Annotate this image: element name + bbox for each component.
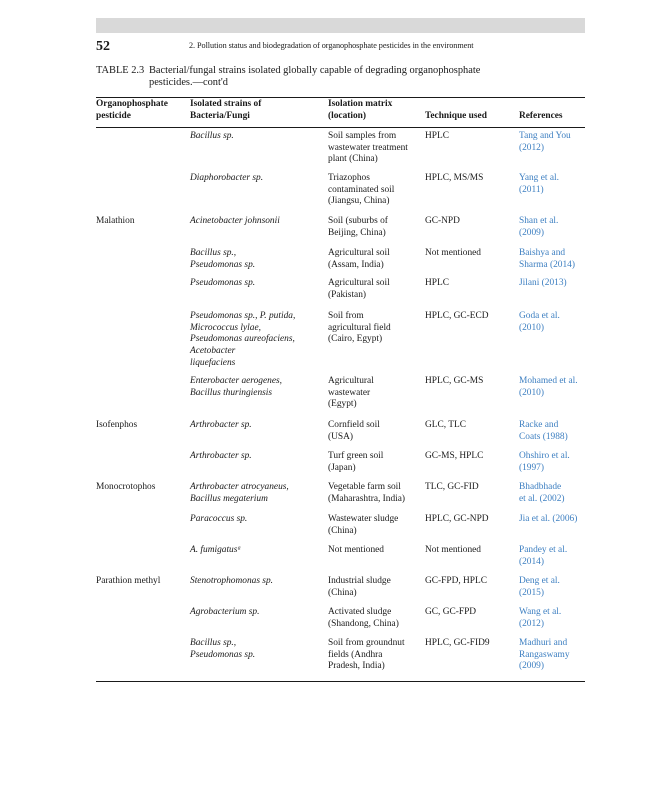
matrix-cell — [328, 131, 424, 166]
strains-cell — [190, 420, 324, 432]
matrix-cell — [328, 451, 424, 474]
reference-text[interactable]: Yang et al. — [519, 173, 559, 183]
matrix-cell — [328, 376, 424, 411]
strains-text: Arthrobacter atrocyaneus, — [190, 482, 289, 492]
reference-text[interactable]: (1997) — [519, 462, 544, 473]
matrix-text: (Cairo, Egypt) — [328, 334, 383, 345]
technique-text: TLC, GC-FID — [425, 482, 479, 492]
reference-text[interactable]: et al. (2002) — [519, 493, 565, 504]
matrix-text: (China) — [328, 525, 357, 536]
reference-text[interactable]: Goda et al. — [519, 311, 560, 321]
strains-text: Bacillus thuringiensis — [190, 387, 273, 398]
technique-text: GC, GC-FPD — [425, 607, 477, 617]
technique-cell — [425, 131, 515, 143]
matrix-text: contaminated soil — [328, 184, 395, 195]
reference-text[interactable]: Ohshiro et al. — [519, 451, 570, 461]
strains-cell — [190, 451, 324, 463]
technique-text: HPLC, GC-NPD — [425, 514, 489, 524]
technique-text: GLC, TLC — [425, 420, 466, 430]
reference-text[interactable]: (2010) — [519, 387, 544, 398]
table-bottom-rule — [96, 681, 585, 682]
strains-text: Pseudomonas sp. — [190, 278, 256, 288]
strains-text: Pseudomonas sp., P. putida, — [190, 311, 296, 321]
reference-cell[interactable] — [519, 638, 585, 673]
strains-text: Micrococcus lylae, — [190, 322, 261, 333]
technique-cell — [425, 278, 515, 290]
strains-text: Agrobacterium sp. — [190, 607, 260, 617]
matrix-text: Agricultural soil — [328, 248, 390, 258]
header-line: Bacteria/Fungi — [190, 110, 250, 121]
page-header — [96, 18, 585, 52]
reference-cell[interactable] — [519, 420, 585, 443]
reference-text[interactable]: Coats (1988) — [519, 431, 568, 442]
matrix-text: (Egypt) — [328, 399, 357, 410]
strains-text: Bacillus sp., — [190, 248, 237, 258]
technique-text: HPLC — [425, 278, 449, 288]
matrix-text: Soil from groundnut — [328, 638, 405, 648]
strains-cell — [190, 545, 324, 557]
technique-cell — [425, 482, 515, 494]
reference-text[interactable]: Pandey et al. — [519, 545, 568, 555]
matrix-text: wastewater treatment — [328, 142, 408, 153]
strains-cell — [190, 248, 324, 271]
matrix-cell — [328, 545, 424, 557]
matrix-text: Soil from — [328, 311, 364, 321]
technique-text: HPLC, GC-MS — [425, 376, 484, 386]
reference-text[interactable]: Mohamed et al. — [519, 376, 578, 386]
strains-cell — [190, 173, 324, 185]
table-label: TABLE 2.3 — [96, 65, 145, 76]
technique-text: GC-MS, HPLC — [425, 451, 484, 461]
technique-cell — [425, 607, 515, 619]
pesticide-cell — [96, 576, 188, 588]
matrix-text: (Pakistan) — [328, 289, 367, 300]
reference-cell[interactable] — [519, 514, 585, 526]
matrix-text: (Jiangsu, China) — [328, 196, 390, 207]
matrix-text: (China) — [328, 587, 357, 598]
reference-cell[interactable] — [519, 131, 585, 154]
pesticide-text: Isofenphos — [96, 420, 138, 430]
matrix-cell — [328, 173, 424, 208]
matrix-text: plant (China) — [328, 154, 378, 165]
reference-text[interactable]: Tang and You — [519, 131, 571, 141]
matrix-text: Not mentioned — [328, 545, 384, 555]
header-line: (location) — [328, 110, 367, 121]
strains-text: Bacillus sp. — [190, 131, 234, 141]
reference-text[interactable]: (2009) — [519, 227, 544, 238]
reference-text[interactable]: Madhuri and — [519, 638, 568, 648]
reference-cell[interactable] — [519, 482, 585, 505]
matrix-text: Pradesh, India) — [328, 661, 385, 672]
pesticide-cell — [96, 482, 188, 494]
strains-cell — [190, 482, 324, 505]
matrix-text: (Maharashtra, India) — [328, 493, 406, 504]
strains-text: Enterobacter aerogenes, — [190, 376, 282, 386]
technique-cell — [425, 376, 515, 388]
strains-text: Bacillus megaterium — [190, 493, 268, 504]
matrix-cell — [328, 278, 424, 301]
strains-text: Acinetobacter johnsonii — [190, 216, 280, 226]
reference-text[interactable]: Bhadbhade — [519, 482, 562, 492]
technique-text: Not mentioned — [425, 545, 481, 555]
reference-cell[interactable] — [519, 248, 585, 271]
strains-text: Pseudomonas sp. — [190, 259, 256, 270]
reference-cell[interactable] — [519, 311, 585, 334]
reference-cell[interactable] — [519, 173, 585, 196]
matrix-text: wastewater — [328, 387, 371, 398]
matrix-text: Turf green soil — [328, 451, 384, 461]
reference-cell[interactable] — [519, 545, 585, 568]
strains-text: Arthrobacter sp. — [190, 451, 252, 461]
matrix-text: fields (Andhra — [328, 649, 383, 660]
technique-cell — [425, 514, 515, 526]
matrix-text: Triazophos — [328, 173, 370, 183]
matrix-text: Wastewater sludge — [328, 514, 399, 524]
matrix-text: Soil samples from — [328, 131, 397, 141]
strains-cell — [190, 576, 324, 588]
reference-text[interactable]: Shan et al. — [519, 216, 559, 226]
pesticide-cell — [96, 420, 188, 432]
matrix-cell — [328, 638, 424, 673]
technique-cell — [425, 311, 515, 323]
header-references — [519, 111, 585, 123]
technique-cell — [425, 451, 515, 463]
strains-cell — [190, 278, 324, 290]
table-top-rule — [96, 97, 585, 98]
matrix-text: Agricultural — [328, 376, 374, 386]
strains-text: Pseudomonas aureofaciens, — [190, 334, 295, 345]
strains-text: Arthrobacter sp. — [190, 420, 252, 430]
strains-text: Diaphorobacter sp. — [190, 173, 264, 183]
reference-cell[interactable] — [519, 216, 585, 239]
header-bar — [96, 18, 585, 33]
matrix-text: Industrial sludge — [328, 576, 391, 586]
technique-cell — [425, 248, 515, 260]
technique-text: GC-FPD, HPLC — [425, 576, 487, 586]
matrix-cell — [328, 216, 424, 239]
technique-cell — [425, 638, 515, 650]
header-line: pesticide — [96, 110, 131, 121]
reference-text[interactable]: Deng et al. — [519, 576, 560, 586]
strains-text: Pseudomonas sp. — [190, 649, 256, 660]
header-line: References — [519, 111, 563, 121]
strains-cell — [190, 638, 324, 661]
header-line: Organophosphate — [96, 99, 168, 109]
strains-text: Acetobacter — [190, 346, 236, 357]
technique-text: HPLC, MS/MS — [425, 173, 484, 183]
matrix-text: (USA) — [328, 431, 353, 442]
header-line: Isolated strains of — [190, 99, 262, 109]
technique-cell — [425, 216, 515, 228]
technique-text: HPLC, GC-ECD — [425, 311, 489, 321]
reference-text[interactable]: Rangaswamy — [519, 649, 570, 660]
header-matrix — [328, 99, 424, 122]
strains-text: liquefaciens — [190, 357, 236, 368]
matrix-cell — [328, 576, 424, 599]
header-strains — [190, 99, 324, 122]
reference-cell[interactable] — [519, 278, 585, 290]
reference-cell[interactable] — [519, 607, 585, 630]
reference-text[interactable]: (2012) — [519, 142, 544, 153]
header-pesticide — [96, 99, 188, 122]
table-title-line: pesticides.—cont'd — [149, 77, 228, 88]
technique-text: Not mentioned — [425, 248, 481, 258]
matrix-text: (Shandong, China) — [328, 618, 399, 629]
technique-cell — [425, 173, 515, 185]
strains-cell — [190, 376, 324, 399]
matrix-cell — [328, 482, 424, 505]
reference-text[interactable]: Jia et al. (2006) — [519, 514, 578, 524]
matrix-text: Soil (suburbs of — [328, 216, 388, 226]
table-title-line: Bacterial/fungal strains isolated globally capable of degrading organophosphate — [149, 65, 481, 76]
strains-cell — [190, 607, 324, 619]
table-title — [149, 65, 579, 89]
reference-text[interactable]: (2014) — [519, 556, 544, 567]
technique-cell — [425, 576, 515, 588]
matrix-text: Beijing, China) — [328, 227, 386, 238]
technique-text: GC-NPD — [425, 216, 460, 226]
pesticide-text: Malathion — [96, 216, 135, 226]
reference-text[interactable]: (2010) — [519, 322, 544, 333]
header-rule — [96, 127, 585, 128]
matrix-cell — [328, 420, 424, 443]
reference-text[interactable]: Sharma (2014) — [519, 259, 575, 270]
matrix-text: agricultural field — [328, 322, 391, 333]
reference-cell[interactable] — [519, 451, 585, 474]
technique-text: HPLC, GC-FID9 — [425, 638, 490, 648]
matrix-cell — [328, 514, 424, 537]
strains-text: Stenotrophomonas sp. — [190, 576, 273, 586]
reference-text[interactable]: (2015) — [519, 587, 544, 598]
reference-text[interactable]: Baishya and — [519, 248, 566, 258]
reference-cell[interactable] — [519, 376, 585, 399]
header-line: Technique used — [425, 111, 487, 121]
header-technique — [425, 111, 515, 123]
strains-text: A. fumigatusᵃ — [190, 545, 242, 555]
matrix-cell — [328, 311, 424, 346]
reference-text[interactable]: Jilani (2013) — [519, 278, 567, 288]
reference-cell[interactable] — [519, 576, 585, 599]
reference-text[interactable]: (2009) — [519, 661, 544, 672]
matrix-text: (Japan) — [328, 462, 356, 473]
reference-text[interactable]: (2012) — [519, 618, 544, 629]
technique-cell — [425, 420, 515, 432]
page-number: 52 — [96, 39, 110, 54]
matrix-text: Vegetable farm soil — [328, 482, 401, 492]
strains-cell — [190, 216, 324, 228]
matrix-text: (Assam, India) — [328, 259, 384, 270]
strains-cell — [190, 311, 324, 370]
pesticide-cell — [96, 216, 188, 228]
strains-text: Bacillus sp., — [190, 638, 237, 648]
reference-text[interactable]: Wang et al. — [519, 607, 562, 617]
matrix-text: Activated sludge — [328, 607, 392, 617]
header-line: Isolation matrix — [328, 99, 393, 109]
technique-text: HPLC — [425, 131, 449, 141]
strains-cell — [190, 131, 324, 143]
matrix-cell — [328, 607, 424, 630]
reference-text[interactable]: Racke and — [519, 420, 559, 430]
strains-text: Paracoccus sp. — [190, 514, 248, 524]
matrix-text: Agricultural soil — [328, 278, 390, 288]
pesticide-text: Monocrotophos — [96, 482, 156, 492]
reference-text[interactable]: (2011) — [519, 184, 544, 195]
running-head: 2. Pollution status and biodegradation of organophosphate pesticides in the environment — [189, 41, 474, 50]
strains-cell — [190, 514, 324, 526]
matrix-cell — [328, 248, 424, 271]
pesticide-text: Parathion methyl — [96, 576, 161, 586]
matrix-text: Cornfield soil — [328, 420, 380, 430]
technique-cell — [425, 545, 515, 557]
